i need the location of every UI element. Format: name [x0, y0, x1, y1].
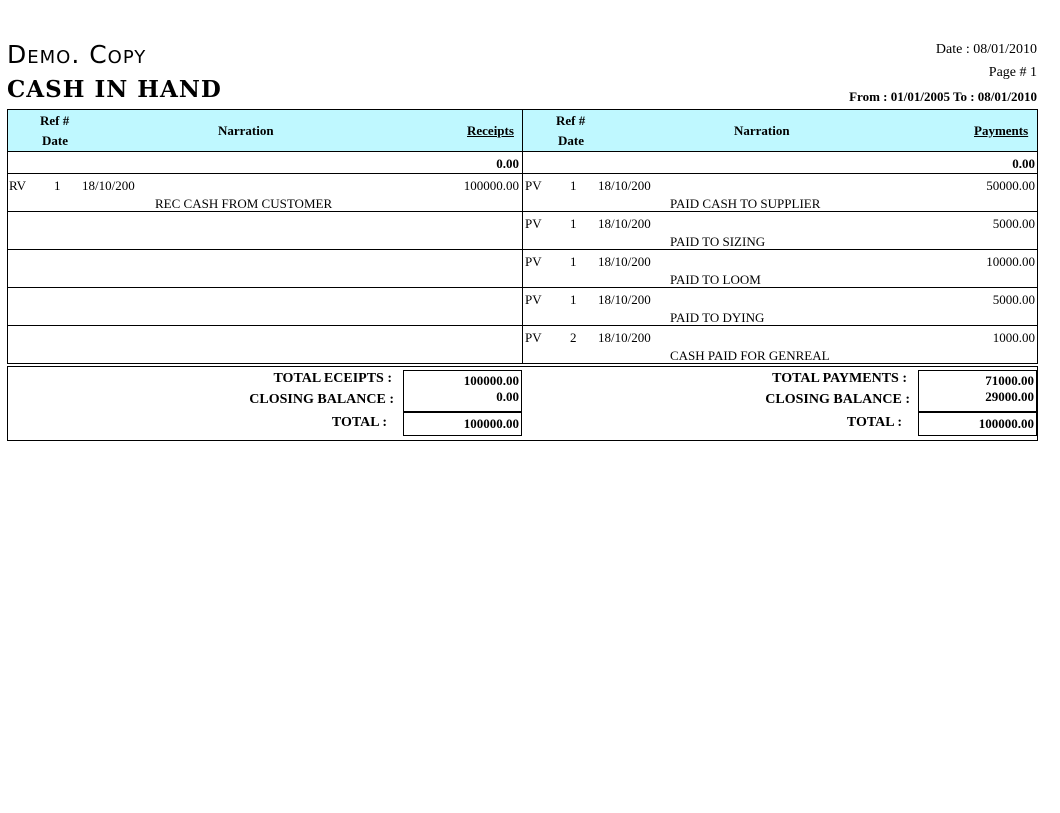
- right-voucher-amount: 5000.00: [992, 292, 1035, 307]
- col-ref-left: Ref #: [40, 113, 70, 128]
- right-voucher-ref: 1: [570, 178, 577, 193]
- right-voucher-type: PV: [525, 216, 542, 231]
- opening-receipts: 0.00: [496, 156, 519, 171]
- col-ref-right: Ref #: [556, 113, 586, 128]
- col-payments: Payments: [974, 123, 1029, 138]
- right-voucher-type: PV: [525, 330, 542, 345]
- report-title: CASH IN HAND: [7, 76, 222, 103]
- left-voucher-type: RV: [9, 178, 27, 193]
- page-number: Page # 1: [988, 65, 1037, 80]
- total-label-left: TOTAL :: [331, 415, 387, 430]
- left-voucher-date: 18/10/200: [82, 178, 135, 193]
- right-voucher-narration: PAID TO DYING: [670, 310, 765, 325]
- total-payments-label: TOTAL PAYMENTS :: [772, 371, 907, 386]
- total-receipts-label: TOTAL ECEIPTS :: [273, 371, 392, 386]
- right-voucher-date: 18/10/200: [598, 254, 651, 269]
- right-voucher-narration: PAID TO LOOM: [670, 272, 761, 287]
- right-voucher-ref: 1: [570, 292, 577, 307]
- right-voucher-amount: 5000.00: [992, 216, 1035, 231]
- right-voucher-ref: 1: [570, 254, 577, 269]
- column-header: [7, 109, 1038, 152]
- total-label-right: TOTAL :: [846, 415, 902, 430]
- opening-payments: 0.00: [1012, 156, 1035, 171]
- table-row: [8, 326, 1037, 364]
- totals-section: [7, 366, 1038, 441]
- col-narration-right: Narration: [734, 123, 790, 138]
- closing-balance-label-left: CLOSING BALANCE :: [249, 392, 394, 407]
- right-voucher-amount: 1000.00: [992, 330, 1035, 345]
- column-divider: [522, 110, 523, 151]
- right-voucher-date: 18/10/200: [598, 330, 651, 345]
- right-voucher-narration: PAID TO SIZING: [670, 234, 766, 249]
- total-value-left: 100000.00: [403, 412, 522, 436]
- col-narration-left: Narration: [218, 123, 274, 138]
- company-name: Demo. Copy: [7, 40, 147, 69]
- right-voucher-amount: 50000.00: [986, 178, 1035, 193]
- right-voucher-date: 18/10/200: [598, 178, 651, 193]
- report-date: Date : 08/01/2010: [935, 42, 1037, 57]
- table-row: [8, 174, 1037, 212]
- ledger-grid: [7, 174, 1038, 364]
- right-voucher-type: PV: [525, 178, 542, 193]
- closing-balance-value-left: 0.00: [496, 389, 519, 404]
- left-voucher-amount: 100000.00: [463, 178, 519, 193]
- col-date-left: Date: [42, 133, 68, 148]
- right-voucher-ref: 1: [570, 216, 577, 231]
- right-voucher-date: 18/10/200: [598, 216, 651, 231]
- closing-balance-value-right: 29000.00: [985, 389, 1034, 404]
- col-date-right: Date: [558, 133, 584, 148]
- right-voucher-narration: CASH PAID FOR GENREAL: [670, 348, 830, 363]
- opening-row: [7, 152, 1038, 174]
- right-voucher-ref: 2: [570, 330, 577, 345]
- left-voucher-ref: 1: [54, 178, 61, 193]
- col-receipts: Receipts: [467, 123, 514, 138]
- closing-balance-label-right: CLOSING BALANCE :: [765, 392, 910, 407]
- total-payments-value: 71000.00: [985, 373, 1034, 388]
- table-row: [8, 250, 1037, 288]
- date-range: From : 01/01/2005 To : 08/01/2010: [849, 89, 1037, 104]
- table-row: [8, 212, 1037, 250]
- table-row: [8, 288, 1037, 326]
- right-voucher-narration: PAID CASH TO SUPPLIER: [670, 196, 821, 211]
- right-voucher-type: PV: [525, 292, 542, 307]
- right-voucher-date: 18/10/200: [598, 292, 651, 307]
- right-voucher-amount: 10000.00: [986, 254, 1035, 269]
- total-value-right: 100000.00: [918, 412, 1037, 436]
- right-voucher-type: PV: [525, 254, 542, 269]
- left-voucher-narration: REC CASH FROM CUSTOMER: [155, 196, 333, 211]
- total-receipts-value: 100000.00: [463, 373, 519, 388]
